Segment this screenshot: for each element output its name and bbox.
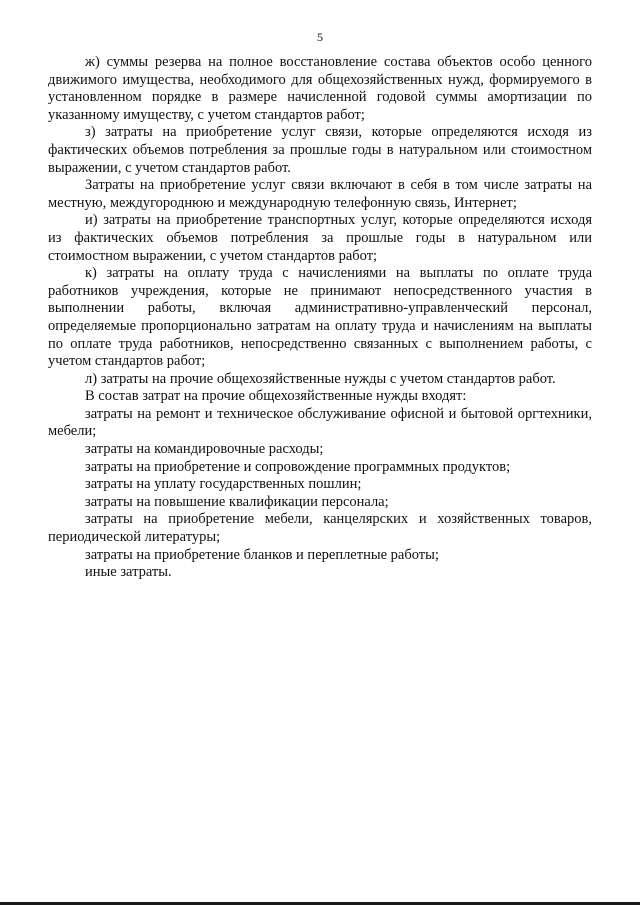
- paragraph-k-salary: к) затраты на оплату труда с начислениями на выплаты по оплате труда работников учреждения, которые не принимают непосредственного участия в выполнении работы, включая административно-управленческий персонал, определяемые пропорционально затратам на оплату труда и начислениям на выплаты по оплате труда работников, непосредственно связанных с выполнением работы, с учетом стандартов работ;: [48, 265, 592, 370]
- document-body: [48, 54, 592, 582]
- paragraph-communication-details: Затраты на приобретение услуг связи включают в себя в том числе затраты на местную, междугороднюю и международную телефонную связь, Интернет;: [48, 177, 592, 211]
- paragraph-i-transport: и) затраты на приобретение транспортных услуг, которые определяются исходя из фактических объемов потребления за прошлые годы в натуральном или стоимостном выражении, с учетом стандартов работ;: [48, 212, 592, 264]
- page-number: 5: [317, 30, 323, 44]
- paragraph-zh-reserve: ж) суммы резерва на полное восстановление состава объектов особо ценного движимого имущества, необходимого для общехозяйственных нужд, формируемого в установленном порядке в размере начисленной годовой суммы амортизации по указанному имуществу, с учетом стандартов работ;: [48, 54, 592, 123]
- list-item-repair: затраты на ремонт и техническое обслуживание офисной и бытовой оргтехники, мебели;: [48, 405, 592, 440]
- list-item-fees: затраты на уплату государственных пошлин;: [85, 476, 362, 493]
- list-item-furniture: затраты на приобретение мебели, канцелярских и хозяйственных товаров, периодической литературы;: [48, 511, 592, 546]
- paragraph-z-communication: з) затраты на приобретение услуг связи, которые определяются исходя из фактических объемов потребления за прошлые годы в натуральном или стоимостном выражении, с учетом стандартов работ.: [48, 124, 592, 176]
- paragraph-other-needs-intro: В состав затрат на прочие общехозяйственные нужды входят:: [85, 388, 467, 405]
- list-item-travel: затраты на командировочные расходы;: [85, 441, 324, 458]
- paragraph-l-other-needs: л) затраты на прочие общехозяйственные нужды с учетом стандартов работ.: [85, 370, 556, 387]
- list-item-training: затраты на повышение квалификации персонала;: [85, 493, 389, 510]
- list-item-other: иные затраты.: [85, 564, 172, 581]
- list-item-forms: затраты на приобретение бланков и переплетные работы;: [85, 546, 439, 563]
- list-item-software: затраты на приобретение и сопровождение программных продуктов;: [85, 458, 511, 475]
